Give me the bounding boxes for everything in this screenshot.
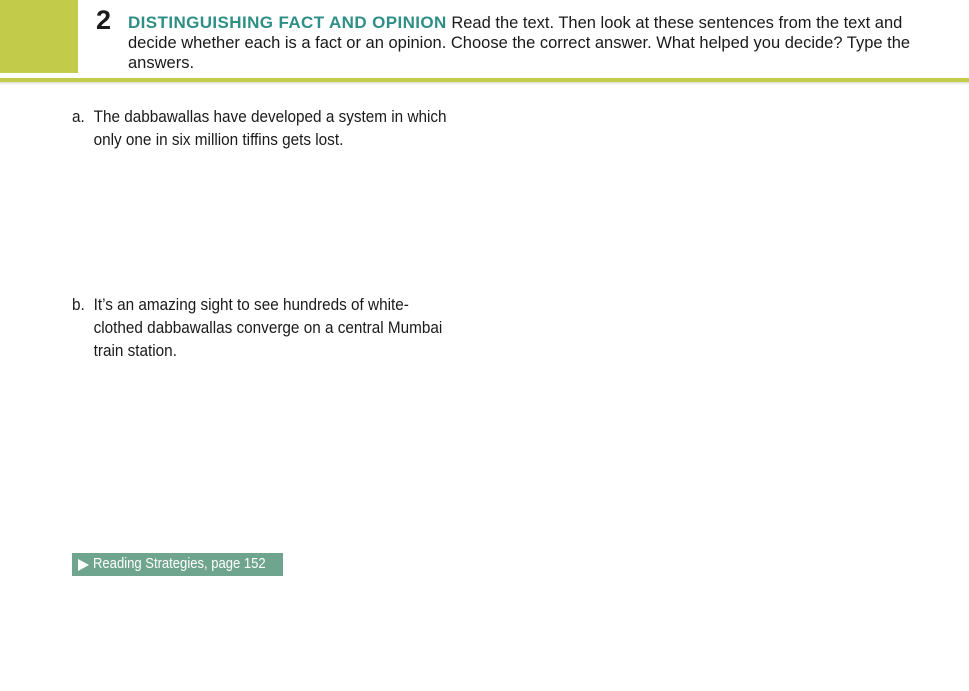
question-item-a: [72, 105, 450, 151]
exercise-color-tab: [0, 0, 78, 73]
play-triangle-icon: [78, 559, 89, 571]
instruction-text: Read the text. Then look at these sentences from the text and decide whether each is a fact or an opinion. Choose the correct answer. What helped you decide? Type the answers.: [128, 14, 911, 72]
exercise-heading: DISTINGUISHING FACT AND OPINION: [128, 13, 447, 32]
header-divider-shadow: [0, 82, 969, 85]
item-letter: a.: [72, 107, 85, 126]
item-letter: b.: [72, 295, 85, 314]
reading-strategies-label: Reading Strategies, page 152: [93, 556, 266, 572]
question-item-b: [72, 293, 450, 362]
item-sentence: It’s an amazing sight to see hundreds of white-clothed dabbawallas converge on a central Mumbai train station.: [93, 295, 443, 360]
exercise-number: 2: [96, 5, 112, 35]
item-sentence: The dabbawallas have developed a system in which only one in six million tiffins gets lost.: [93, 107, 447, 149]
reading-strategies-link[interactable]: [72, 553, 283, 576]
exercise-instructions: [128, 13, 928, 73]
